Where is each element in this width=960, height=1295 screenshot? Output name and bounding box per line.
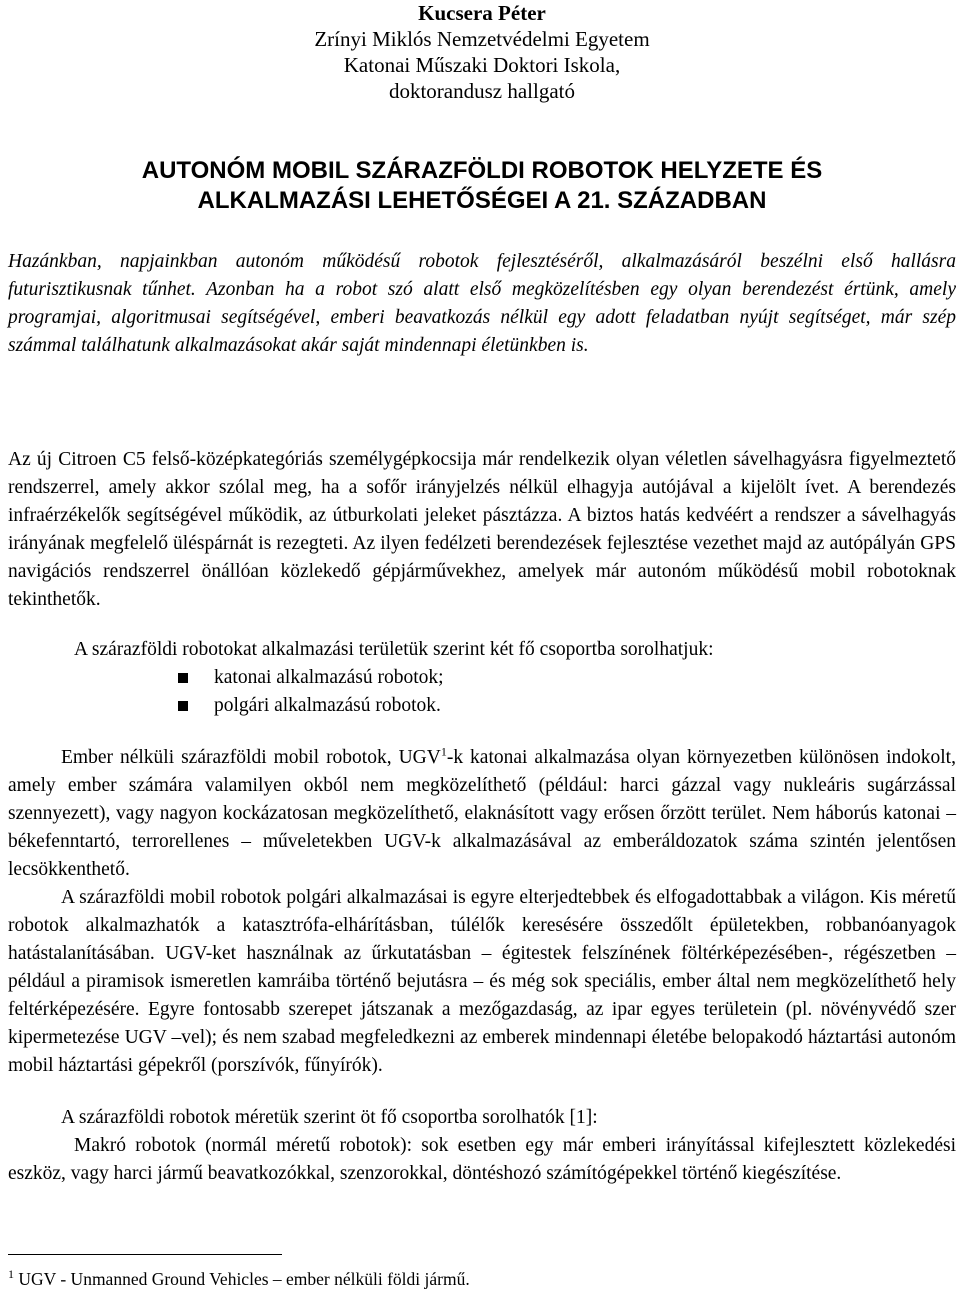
paragraph-citroen: Az új Citroen C5 felső-középkategóriás személygépkocsija már rendelkezik olyan véletlen sávelhagyásra figyelmeztető rendszerrel, amely akkor szólal meg, ha a sofőr irányjelzés nélkül elhagyja autójával a kijelölt ívet. A berendezés infraérzékelők segítségével működik, az útburkolati jeleket pásztázza. A biztos hatás kedvéért a rendszer a sávelhagyás irányának megfelelő üléspárnát is rezegteti. Az ilyen fedélzeti berendezések fejlesztése vezethet majd az autópályán GPS navigációs rendszerrel önállóan közlekedő gépjárművekhez, amelyek már autonóm működésű mobil robotoknak tekinthetők.: [8, 449, 956, 610]
list-item-text: katonai alkalmazású robotok;: [214, 667, 444, 688]
affiliation-school: Katonai Műszaki Doktori Iskola,: [343, 53, 621, 77]
abstract: Hazánkban, napjainkban autonóm működésű robotok fejlesztéséről, alkalmazásáról beszélni első hallásra futurisztikusnak tűnhet. Azonban ha a robot szó alatt első megközelítésben egy olyan berendezést értünk, amely programjai, algoritmusai segítségével, emberi beavatkozás nélkül egy adott feladatban nyújt segítséget, már szép számmal találhatunk alkalmazásokat akár saját mindennapi életünkben is.: [8, 251, 956, 356]
title-line-1: AUTONÓM MOBIL SZÁRAZFÖLDI ROBOTOK HELYZETE ÉS: [141, 157, 823, 184]
footnote-reference: 1: [440, 744, 447, 759]
footnote-marker: 1: [8, 1267, 14, 1282]
list-item: [178, 664, 956, 692]
footnote: [8, 1268, 470, 1290]
footnote-text: UGV - Unmanned Ground Vehicles – ember nélküli földi jármű.: [14, 1269, 470, 1289]
category-list: [8, 664, 956, 720]
paragraph-macro-robots: Makró robotok (normál méretű robotok): sok esetben egy már emberi irányítással kifejlesztett közlekedési eszköz, vagy harci jármű beavatkozókkal, szenzorokkal, döntéshozó számítógépekkel történő kiegészítése.: [8, 1135, 956, 1184]
paragraph-size-groups: A szárazföldi robotok méretük szerint öt fő csoportba sorolhatók [1]:: [61, 1107, 598, 1128]
square-bullet-icon: [178, 701, 188, 711]
author-name: Kucsera Péter: [418, 1, 546, 25]
paper-title: [8, 156, 956, 216]
square-bullet-icon: [178, 673, 188, 683]
footnote-separator: [8, 1254, 282, 1255]
document-page: [8, 0, 956, 1208]
list-item: [178, 692, 956, 720]
list-item-text: polgári alkalmazású robotok.: [214, 695, 441, 716]
paragraph-text: Ember nélküli szárazföldi mobil robotok, UGV: [61, 747, 441, 768]
affiliation-university: Zrínyi Miklós Nemzetvédelmi Egyetem: [314, 27, 650, 51]
title-line-2: ALKALMAZÁSI LEHETŐSÉGEI A 21. SZÁZADBAN: [197, 187, 767, 214]
paragraph-civil-ugv: A szárazföldi mobil robotok polgári alkalmazásai is egyre elterjedtebbek és elfogadottabbak a világon. Kis méretű robotok alkalmazhatók a katasztrófa-elhárításban, túlélők keresésére összedőlt épületekben, robbanóanyagok hatástalanításában. UGV-ket használnak az űrkutatásban – égitestek felszínének föltérképezésében-, régészetben – például a piramisok ismeretlen kamráiba történő bejutásra – és még sok speciális, ember által nem megközelíthető hely feltérképezésére. Egyre fontosabb szerepet játszanak a mezőgazdaság, az ipar egyes területein (pl. növényvédő szer kipermetezése UGV –vel); és nem szabad megfeledkezni az emberek mindennapi életébe belopakodó háztartási autonóm mobil háztartási gépekről (porszívók, fűnyírók).: [8, 887, 956, 1076]
affiliation-status: doktorandusz hallgató: [388, 79, 576, 103]
paragraph-military-ugv: [8, 744, 956, 884]
paragraph-categories-intro: A szárazföldi robotokat alkalmazási területük szerint két fő csoportba sorolhatjuk:: [74, 639, 714, 660]
paragraph-text: -k katonai alkalmazása olyan környezetben különösen indokolt, amely ember számára valamilyen okból nem megközelíthető (például: harci gázzal vagy nukleáris sugárzással szennyezett), vagy nagyon kockázatosan megközelíthető, elaknásított vagy erősen őrzött terület. Nem háborús katonai – békefenntartó, terrorellenes – műveletekben UGV-k alkalmazásával az emberáldozatok száma szintén jelentősen lecsökkenthető.: [8, 747, 956, 880]
